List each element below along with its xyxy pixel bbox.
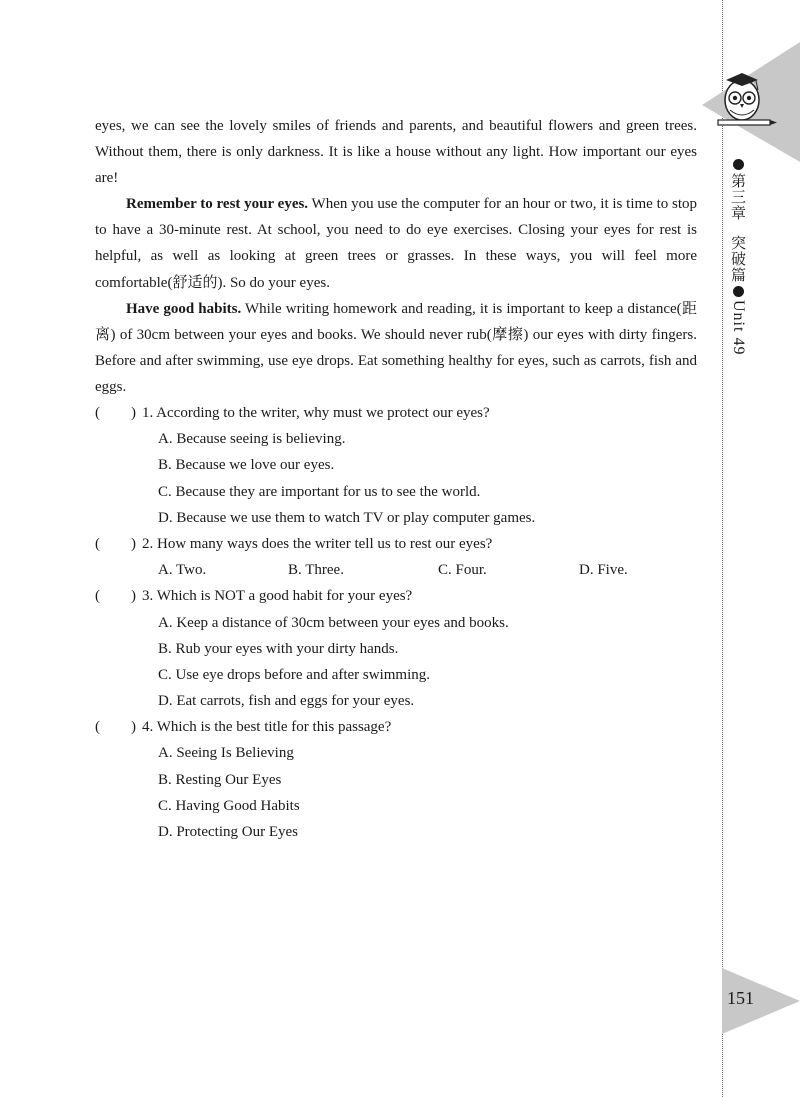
page-number: 151	[727, 988, 754, 1008]
chapter-title: 第三章	[729, 173, 747, 221]
option: A. Seeing Is Believing	[158, 745, 294, 762]
option: D. Five.	[579, 562, 628, 579]
answer-paren-close: )	[131, 405, 136, 422]
option: B. Rub your eyes with your dirty hands.	[158, 640, 399, 657]
answer-paren-close: )	[131, 588, 136, 605]
question-stem: 3. Which is NOT a good habit for your eyes?	[142, 588, 413, 605]
question-4	[95, 714, 697, 845]
paragraph-heading: Remember to rest your eyes.	[126, 196, 309, 213]
answer-paren-close: )	[131, 719, 136, 736]
answer-paren-close: )	[131, 535, 136, 552]
option: B. Three.	[288, 562, 344, 579]
question-stem: 4. Which is the best title for this passage?	[142, 719, 392, 736]
option: B. Because we love our eyes.	[158, 457, 335, 474]
option: C. Having Good Habits	[158, 797, 300, 814]
bullet-dot-icon	[733, 159, 744, 170]
option: A. Because seeing is believing.	[158, 431, 346, 448]
option: A. Two.	[158, 562, 207, 579]
top-page-tab	[700, 40, 800, 170]
option: D. Protecting Our Eyes	[158, 824, 298, 841]
question-2	[95, 531, 697, 583]
section-title: 突破篇	[729, 235, 747, 283]
passage-paragraph-2	[95, 191, 697, 295]
question-3	[95, 583, 697, 714]
unit-label: Unit 49	[730, 300, 747, 356]
option: B. Resting Our Eyes	[158, 771, 282, 788]
option: D. Because we use them to watch TV or play computer games.	[158, 509, 536, 526]
question-stem: 2. How many ways does the writer tell us to rest our eyes?	[142, 535, 493, 552]
option: A. Keep a distance of 30cm between your eyes and books.	[158, 614, 509, 631]
question-stem: 1. According to the writer, why must we protect our eyes?	[142, 405, 490, 422]
passage-paragraph-3	[95, 296, 697, 400]
bullet-dot-icon	[733, 286, 744, 297]
option: C. Use eye drops before and after swimming.	[158, 666, 431, 683]
passage-paragraph-1: eyes, we can see the lovely smiles of friends and parents, and beautiful flowers and green trees. Without them, there is only darkness. It is like a house without any light. How important our eyes are!	[95, 118, 697, 187]
paragraph-heading: Have good habits.	[126, 300, 242, 317]
answer-paren-open: (	[95, 588, 100, 605]
paragraph-body: While writing homework and reading, it is important to keep a distance(距离) of 30cm between your eyes and books. We should never rub(摩擦) our eyes with dirty fingers. Before and after swimming, use eye drops. Eat something healthy for eyes, such as carrots, fish and eggs.	[95, 300, 697, 395]
option: C. Four.	[438, 562, 487, 579]
chapter-side-label	[727, 156, 749, 355]
paragraph-body: When you use the computer for an hour or two, it is time to stop to have a 30-minute rest. At school, you need to do eye exercises. Closing your eyes for rest is helpful, as well as looking at green trees or grasses. In these ways, you will feel more comfortable(舒适的). So do your eyes.	[95, 196, 697, 291]
reading-passage	[95, 113, 697, 845]
question-1	[95, 400, 697, 531]
option: D. Eat carrots, fish and eggs for your eyes.	[158, 693, 415, 710]
answer-paren-open: (	[95, 405, 100, 422]
option: C. Because they are important for us to see the world.	[158, 483, 481, 500]
answer-paren-open: (	[95, 719, 100, 736]
answer-paren-open: (	[95, 535, 100, 552]
